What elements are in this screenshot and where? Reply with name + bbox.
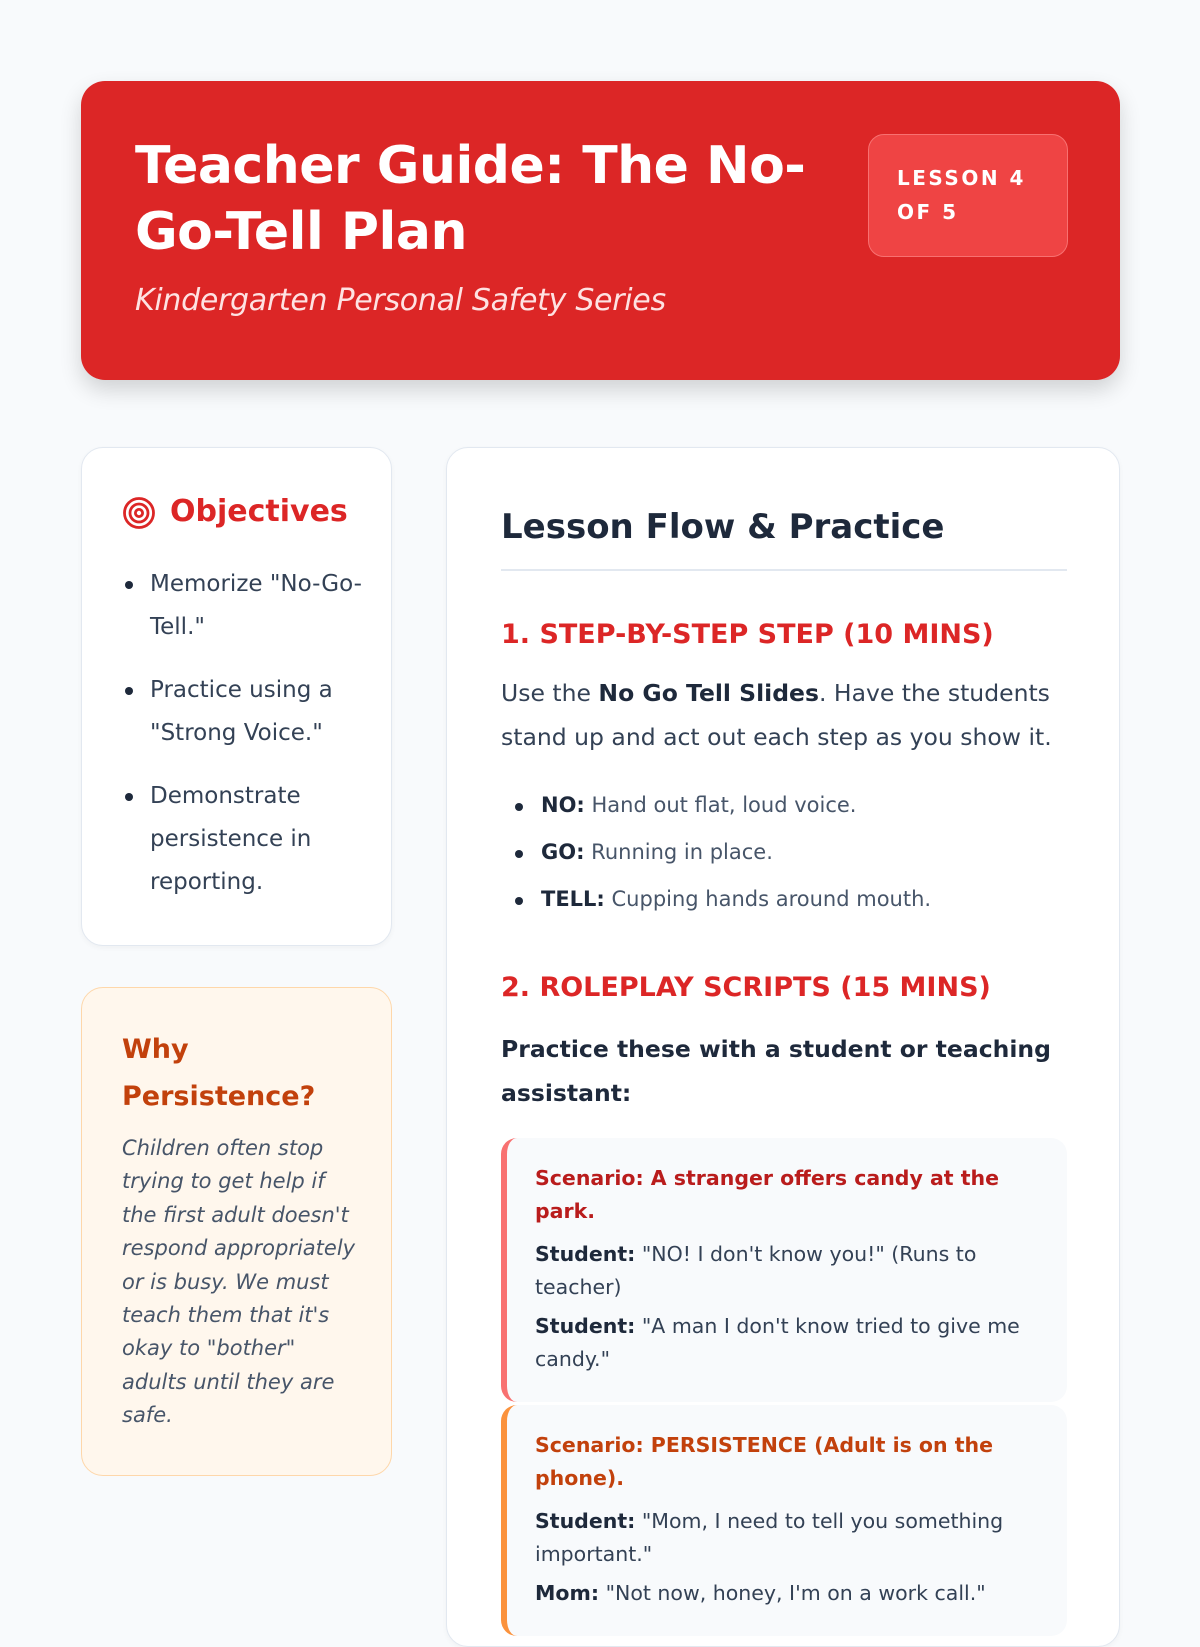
script-line: Mom: "Not now, honey, I'm on a work call." <box>535 1581 986 1605</box>
target-icon <box>122 496 156 530</box>
scenario-card <box>501 1138 1067 1402</box>
script-line: Student: "A man I don't know tried to give me candy." <box>535 1314 1020 1371</box>
section-heading-roleplay: 2. ROLEPLAY SCRIPTS (15 MINS) <box>501 972 991 1003</box>
objectives-list <box>122 563 362 924</box>
scenario-card-persistence <box>501 1405 1067 1636</box>
lesson-flow-heading: Lesson Flow & Practice <box>501 507 945 547</box>
step-item-no: NO: Hand out flat, loud voice. <box>501 782 1061 829</box>
lesson-badge-label: LESSON 4 OF 5 <box>897 166 1026 224</box>
step-item-tell: TELL: Cupping hands around mouth. <box>501 876 1061 923</box>
lesson-badge <box>868 134 1068 257</box>
page-subtitle: Kindergarten Personal Safety Series <box>135 283 666 318</box>
objectives-card <box>81 447 392 946</box>
heading-divider <box>501 569 1067 571</box>
why-persistence-text: Children often stop trying to get help if the first adult doesn't respond appropriately or is busy. We must teach them that it's okay to "bother" adults until they are safe. <box>122 1136 356 1428</box>
step-item-go: GO: Running in place. <box>501 829 1061 876</box>
script-line: Student: "NO! I don't know you!" (Runs to teacher) <box>535 1242 977 1299</box>
step-list <box>501 782 1061 923</box>
objective-item: Demonstrate persistence in reporting. <box>122 775 362 904</box>
scenario-title: Scenario: PERSISTENCE (Adult is on the phone). <box>535 1433 994 1490</box>
objective-item: Practice using a "Strong Voice." <box>122 669 362 755</box>
why-persistence-heading: Why Persistence? <box>122 1034 316 1112</box>
page-title: Teacher Guide: The No-Go-Tell Plan <box>135 136 806 262</box>
section-heading-step-by-step: 1. STEP-BY-STEP STEP (10 MINS) <box>501 619 994 650</box>
roleplay-intro: Practice these with a student or teaching assistant: <box>501 1035 1051 1107</box>
header-banner <box>81 81 1120 380</box>
scenario-title: Scenario: A stranger offers candy at the park. <box>535 1166 1000 1223</box>
objectives-heading: Objectives <box>170 494 348 529</box>
why-persistence-card <box>81 987 392 1476</box>
lesson-flow-card <box>446 447 1120 1647</box>
slides-name: No Go Tell Slides <box>598 679 819 707</box>
step-instructions: Use the No Go Tell Slides. Have the students stand up and act out each step as you show it. <box>501 679 1052 751</box>
script-line: Student: "Mom, I need to tell you something important." <box>535 1509 1004 1566</box>
objective-item: Memorize "No-Go-Tell." <box>122 563 362 649</box>
